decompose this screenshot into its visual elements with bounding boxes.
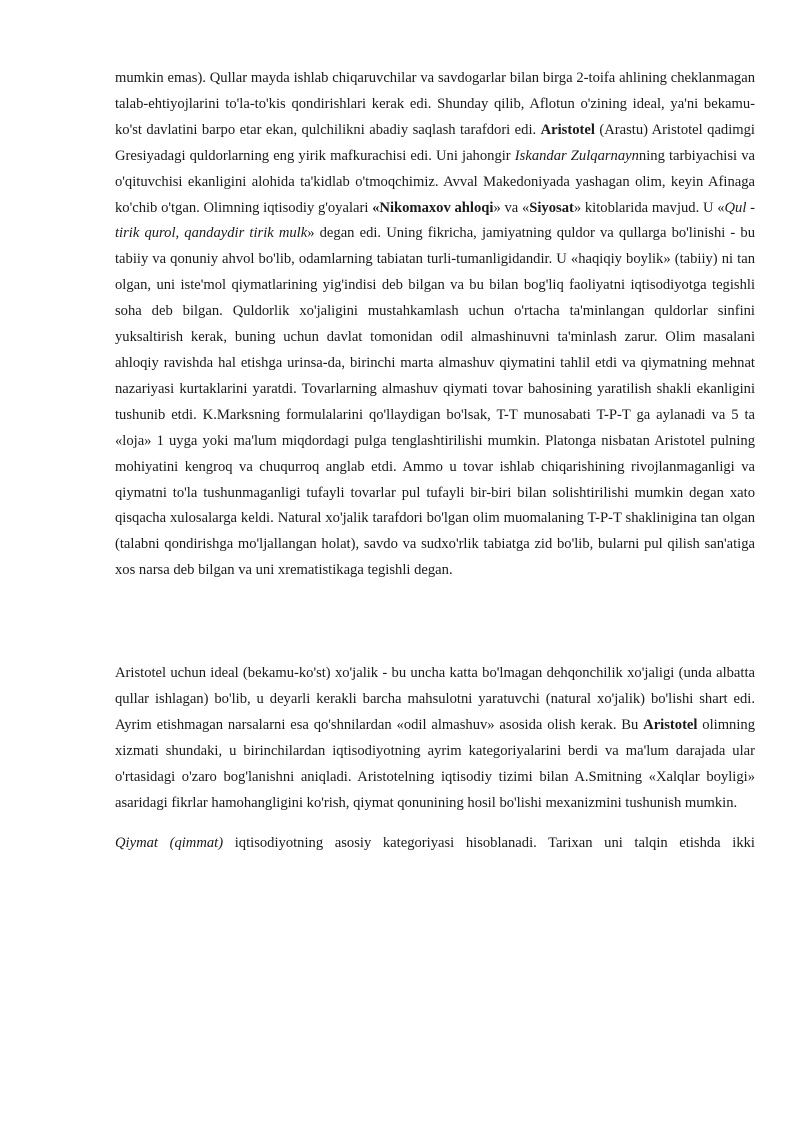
bold-title-nikomaxov: Nikomaxov ahloqi (379, 199, 494, 216)
text-run: mumkin emas). Qullar mayda ishlab chiqaruvchilar va savdogarlar bilan birga 2-toifa ahlining cheklanmagan talab-ehtiyojlarini to'la-to'kis qondirishlari kerak edi. Shunday qilib, Aflotun o'zining ideal, ya'ni bekamu-ko'st davlatini barpo etar ekan, qulchilikni abadiy saqlash tarafdori edi. (115, 70, 755, 138)
bold-title-siyosat: Siyosat (529, 199, 574, 216)
document-page (115, 66, 755, 856)
paragraph-value-category (115, 831, 755, 857)
text-run: » kitoblarida mavjud. U « (573, 199, 725, 216)
italic-term-qiymat: Qiymat (qimmat) (115, 834, 224, 851)
text-run: (Arastu) Aristotel qadimgi Gresiyadagi quldorlarning eng yirik mafkurachisi edi. Uni jahongir (115, 121, 755, 164)
text-run: » degan edi. Uning fikricha, jamiyatning quldor va qullarga bo'linishi - bu tabiiy va qonuniy ahvol bo'lib, odamlarning tabiatan turli-tumanligidandir. U «haqiqiy boylik» (tabiiy) ni tan olgan, uni iste'mol qiymatlarining yig'indisi deb bilgan va bu bilan bog'liq faoliyatni iqtisodiyotga tegishli soha deb bilgan. Quldorlik xo'jaligini mustahkamlash uchun o'rtacha ta'minlangan quldorlar sinfini yuksaltirish kerak, buning uchun davlat tomonidan odil almashinuvni ta'minlash zarur. Olim masalani ahloqiy ravishda hal etishga urinsa-da, birinchi marta almashuv qiymatini tahlil etdi va qiymatning mehnat nazariyasi kurtaklarini yaratdi. Tovarlarning almashuv qiymati tovar bahosining yaratilish shakli ekanligini tushunib etdi. K.Marksning formulalarini qo'llaydigan bo'lsak, T-T munosabati T-P-T ga aylanadi va 5 ta «loja» 1 uyga yoki ma'lum miqdordagi pulga tenglashtirilishi mumkin. Platonga nisbatan Aristotel pulning mohiyatini kengroq va chuqurroq anglab etdi. Ammo u tovar ishlab chiqarishining rivojlanmaganligi va qiymatni to'la tushunmaganligi tufayli tovarlar pul tufayli bir-biri bilan solishtirilishi mumkin degan xato qisqacha xulosalarga keldi. Natural xo'jalik tarafdori bo'lgan olim muomalaning T-P-T shaklinigina tan olgan (talabni qondirishga mo'ljallangan holat), savdo va sudxo'rlik tabiatga zid bo'lib, bularni pul qilish san'atiga xos narsa deb bilgan va uni xrematistikaga tegishli degan. (115, 225, 755, 579)
italic-term-iskandar: Iskandar Zulqarnayn (514, 147, 639, 164)
quote-close: » (493, 199, 501, 216)
text-run: ning tarbiyachisi va o'qituvchisi ekanligini alohida ta'kidlab o'tmoqchimiz. Avval Makedoniyada yashagan olim, keyin Afinaga ko'chib o'tgan. Olimning iqtisodiy g'oyalari (115, 147, 755, 216)
text-run: iqtisodiyotning asosiy kategoriyasi hisoblanadi. Tarixan uni talqin etishda ikki (223, 834, 755, 851)
text-run: va « (500, 199, 530, 216)
text-run: olimning xizmati shundaki, u birinchilardan iqtisodiyotning ayrim kategoriyalarini berdi va ma'lum darajada ular o'rtasidagi o'zaro bog'lanishni aniqladi. Aristotelning iqtisodiy tizimi bilan A.Smitning «Xalqlar boyligi» asaridagi fikrlar hamohangligini ko'rish, qiymat qonunining hosil bo'lishi mexanizmini tushunish mumkin. (115, 716, 755, 811)
quote-open: « (372, 199, 380, 216)
italic-quote-qul: Qul - tirik qurol, qandaydir tirik mulk (115, 199, 755, 242)
paragraph-aristotle-intro (115, 66, 755, 584)
text-run: Aristotel uchun ideal (bekamu-ko'st) xo'jalik - bu uncha katta bo'lmagan dehqonchilik xo'jaligi (unda albatta qullar ishlagan) bo'lib, u deyarli kerakli barcha mahsulotni yaratuvchi (natural xo'jalik) bo'lishi shart edi. Ayrim etishmagan narsalarni esa qo'shnilardan «odil almashuv» asosida olish kerak. Bu (115, 665, 755, 733)
bold-term-aristotel: Aristotel (540, 121, 595, 138)
paragraph-ideal-economy (115, 661, 755, 816)
bold-term-aristotel: Aristotel (643, 716, 698, 733)
